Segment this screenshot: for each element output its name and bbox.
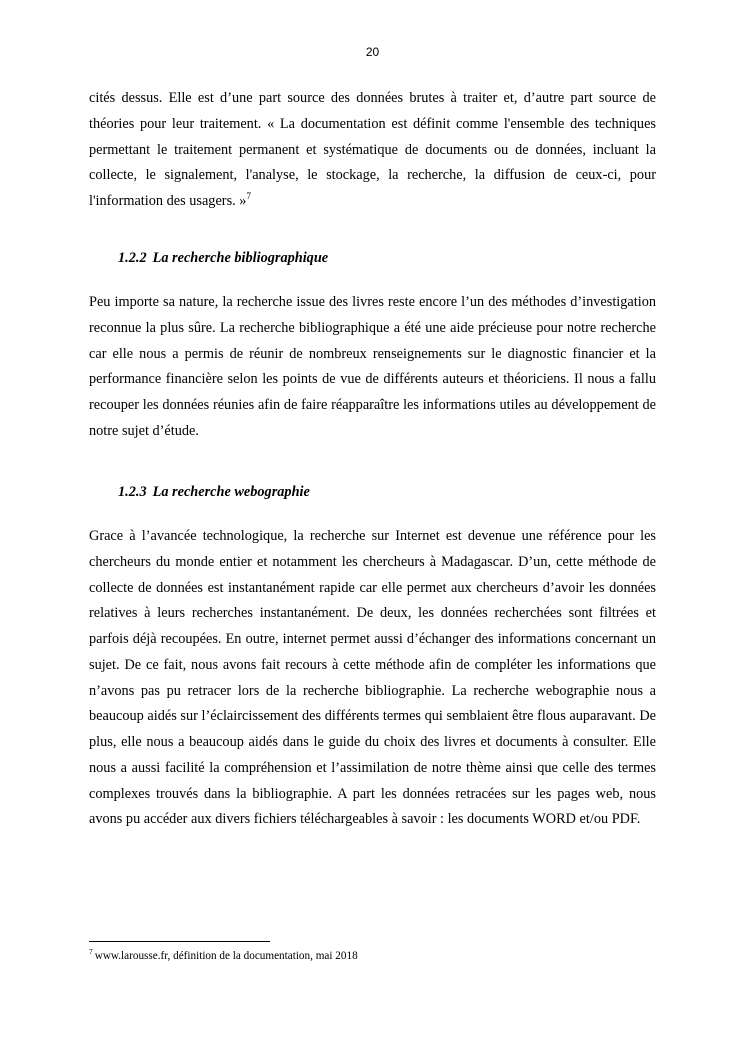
paragraph-webographie: Grace à l’avancée technologique, la recherche sur Internet est devenue une référence pour les chercheurs du monde entier et notamment les chercheurs à Madagascar. D’un, cette méthode de collecte de données est instantanément rapide car elle permet aux chercheurs d’avoir les données relatives à leurs recherches instantanément. De deux, les données recherchées sont filtrées et parfois déjà recoupées. En outre, internet permet aussi d’échanger des informations concernant un sujet. De ce fait, nous avons fait recours à cette méthode afin de compléter les informations que n’avons pas pu retracer lors de la recherche bibliographie. La recherche webographie nous a beaucoup aidés sur l’éclaircissement des différents termes qui semblaient être flous auparavant. De plus, elle nous a beaucoup aidés dans le guide du choix des livres et documents à consulter. Elle nous a aussi facilité la compréhension et l’assimilation de notre thème ainsi que celle des termes complexes trouvés dans la bibliographie. A part les données retracées sur les pages web, nous avons pu accéder aux divers fichiers téléchargeables à savoir : les documents WORD et/ou PDF. xyxy=(89,528,656,828)
section-heading-webographie xyxy=(118,482,310,502)
footnote-reference[interactable]: 7 xyxy=(246,191,251,202)
page-number: 20 xyxy=(365,45,380,59)
paragraph-documentation xyxy=(89,86,656,215)
footnote-separator xyxy=(89,941,270,942)
section-number: 1.2.3 xyxy=(118,484,147,500)
footnote xyxy=(89,948,358,964)
paragraph-bibliographique: Peu importe sa nature, la recherche issue des livres reste encore l’un des méthodes d’investigation reconnue la plus sûre. La recherche bibliographique a été une aide précieuse pour notre recherche car elle nous a permis de réunir de nombreux renseignements sur le diagnostic financier et la performance financière selon les points de vue de différents auteurs et théoriciens. Il nous a fallu recouper les données réunies afin de faire réapparaître les informations utiles au développement de notre sujet d’étude. xyxy=(89,294,656,439)
footnote-text: www.larousse.fr, définition de la documentation, mai 2018 xyxy=(94,950,358,962)
section-heading-bibliographique xyxy=(118,248,328,268)
paragraph-documentation-text: cités dessus. Elle est d’une part source des données brutes à traiter et, d’autre part source de théories pour leur traitement. « La documentation est définit comme l'ensemble des techniques permettant le traitement permanent et systématique de documents ou de données, incluant la collecte, le signalement, l'analyse, le stockage, la recherche, la diffusion de ceux-ci, pour l'information des usagers. » xyxy=(89,90,656,209)
section-number: 1.2.2 xyxy=(118,250,147,266)
footnote-marker: 7 xyxy=(89,947,93,957)
section-title: La recherche bibliographique xyxy=(152,250,329,266)
section-title: La recherche webographie xyxy=(152,484,310,500)
